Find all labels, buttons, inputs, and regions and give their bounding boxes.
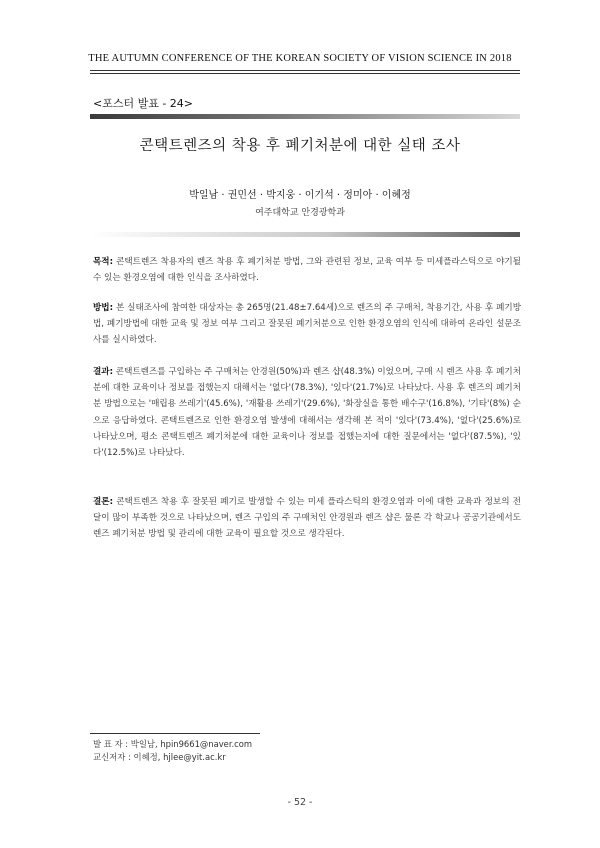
purpose-text: 콘택트렌즈 착용자의 렌즈 착용 후 폐기처분 방법, 그와 관련된 정보, 교육 여부 등 미세플라스틱으로 야기될 수 있는 환경오염에 대한 인식을 조사하였다.: [93, 257, 521, 284]
footnote-corresponding: 교신저자 : 이혜정, hjlee@yit.ac.kr: [93, 752, 226, 762]
paper-title: 콘택트렌즈의 착용 후 폐기처분에 대한 실태 조사: [139, 138, 461, 154]
footnote-rule: [90, 733, 260, 734]
results-text: 콘택트렌즈를 구입하는 주 구매처는 안경원(50%)과 렌즈 샵(48.3%) 이었으며, 구매 시 렌즈 사용 후 폐기처분에 대한 교육이나 정보를 접했는지 대해서는 '없다'(78.3%), '있다'(21.7%)로 나타났다. 사용 후 렌즈의 폐기처분 방법으로는 '매립용 쓰레기'(45.6%), '재활용 쓰레기'(29.6%), '화장실을 통한 배수구'(16.8%), '기타'(8%) 순으로 응답하였다. 콘택트렌즈로 인한 환경오염 발생에 대해서는 생각해 본 적이 '있다'(73.4%), '없다'(25.6%)로 나타났으며, 평소 콘택트렌즈 폐기처분에 대한 교육이나 정보를 접했는지에 대한 질문에서는 '없다'(87.5%), '있다'(12.5%)로 나타났다.: [93, 367, 521, 459]
session-divider-bar: [90, 114, 520, 119]
conclusion-text: 콘택트렌즈 착용 후 잘못된 폐기로 발생할 수 있는 미세 플라스틱의 환경오염과 이에 대한 교육과 정보의 전달이 많이 부족한 것으로 나타났으며, 렌즈 구입의 주 구매처인 안경원과 렌즈 샵은 물론 각 학교나 공공기관에서도 렌즈 폐기처분 방법 및 관리에 대한 교육이 필요할 것으로 생각된다.: [93, 497, 521, 540]
methods-text: 본 실태조사에 참여한 대상자는 총 265명(21.48±7.64세)으로 렌즈의 주 구매처, 착용기간, 사용 후 폐기방법, 폐기방법에 대한 교육 및 정보 여부 그리고 잘못된 폐기처분으로 인한 환경오염의 인식에 대하여 온라인 설문조사를 실시하였다.: [93, 303, 521, 346]
paper-affiliation: 여주대학교 안경광학과: [255, 208, 345, 218]
page-number: - 52 -: [287, 797, 313, 808]
author-divider-bar: [90, 232, 520, 237]
methods-label: 방법:: [93, 303, 114, 313]
paper-authors: 박일남 · 권민선 · 박지웅 · 이기석 · 정미아 · 이혜정: [189, 190, 411, 201]
running-header: THE AUTUMN CONFERENCE OF THE KOREAN SOCIETY OF VISION SCIENCE IN 2018: [88, 53, 512, 64]
header-rule-top: [90, 70, 520, 71]
header-rule-bottom: [90, 73, 520, 74]
abstract-methods: [93, 300, 521, 349]
abstract-conclusion: [93, 494, 521, 543]
session-label: <포스터 발표 - 24>: [93, 97, 194, 110]
abstract-results: [93, 364, 521, 461]
abstract-purpose: [93, 254, 521, 286]
purpose-label: 목적:: [93, 257, 114, 267]
footnote-presenter: 발 표 자 : 박일남, hpin9661@naver.com: [93, 739, 253, 749]
results-label: 결과:: [93, 367, 114, 377]
conclusion-label: 결론:: [93, 497, 114, 507]
